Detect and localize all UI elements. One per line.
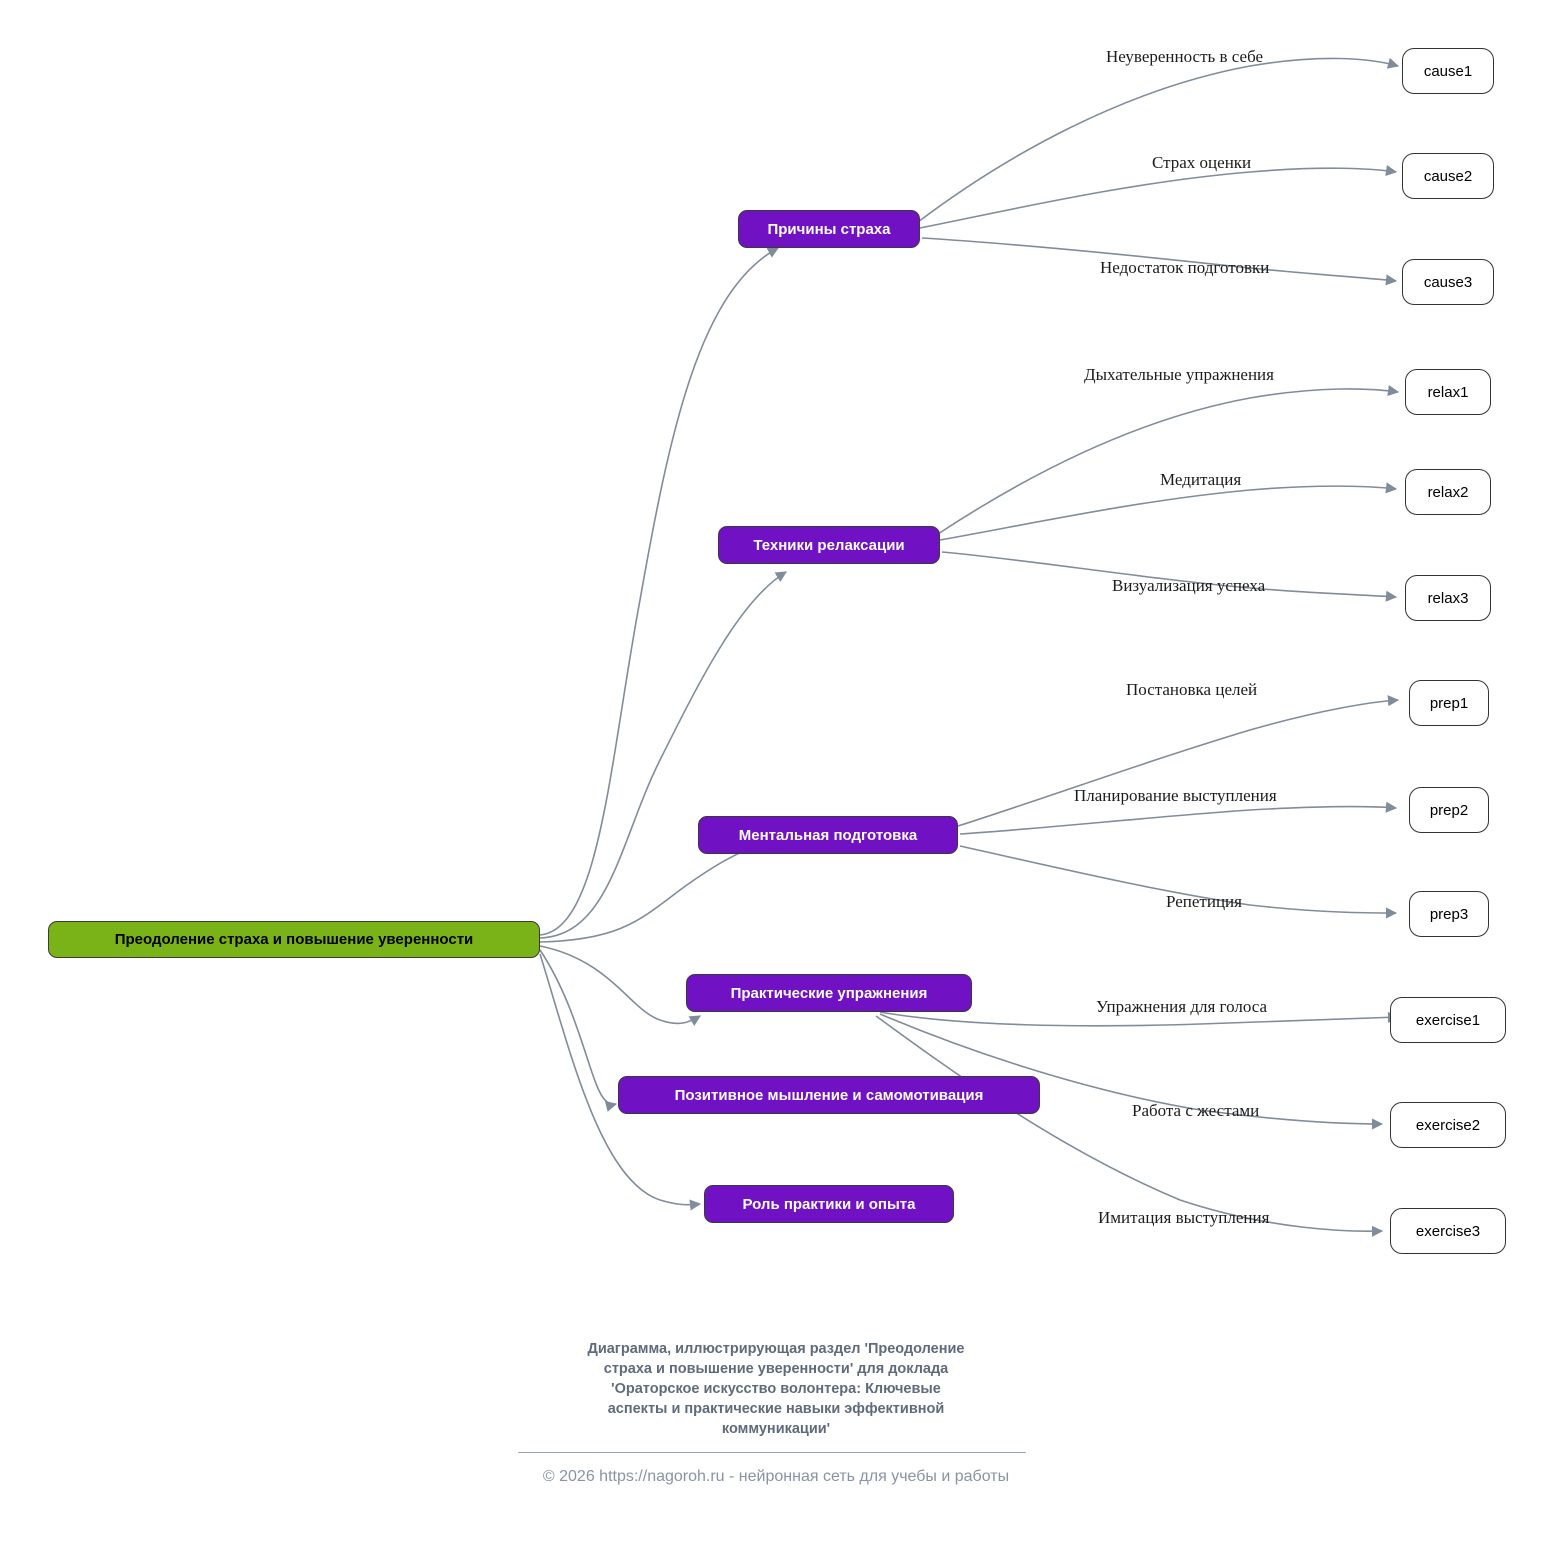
edge-label-prep3 <box>1166 892 1242 912</box>
node-relax[interactable] <box>718 526 940 564</box>
node-prep2[interactable] <box>1409 787 1489 833</box>
node-mental[interactable] <box>698 816 958 854</box>
caption-line-3 <box>0 1380 1552 1400</box>
node-exercise3-label: exercise3 <box>1415 1222 1481 1240</box>
node-exercise1[interactable] <box>1390 997 1506 1043</box>
node-exercise1-label: exercise1 <box>1415 1011 1481 1029</box>
edge-label-cause1-text: Неуверенность в себе <box>1106 47 1264 66</box>
node-positive-label: Позитивное мышление и самомотивация <box>674 1086 984 1104</box>
node-causes[interactable] <box>738 210 920 248</box>
edge-label-prep1 <box>1126 680 1257 700</box>
caption-line-4 <box>0 1400 1552 1420</box>
edge-label-cause2 <box>1152 153 1251 173</box>
footer-label: © 2026 https://nagoroh.ru - нейронная сеть для учебы и работы <box>542 1468 1010 1485</box>
edge-label-prep1-text: Постановка целей <box>1126 680 1258 699</box>
node-positive[interactable] <box>618 1076 1040 1114</box>
node-prep2-label: prep2 <box>1429 801 1469 819</box>
edge-label-relax1 <box>1084 365 1274 385</box>
caption-line-1 <box>0 1340 1552 1360</box>
edge-label-exercise1-text: Упражнения для голоса <box>1096 997 1268 1016</box>
node-relax-label: Техники релаксации <box>753 536 905 554</box>
edge-label-exercise1 <box>1096 997 1267 1017</box>
node-causes-label: Причины страха <box>767 220 891 238</box>
edge-label-relax3 <box>1112 576 1265 596</box>
node-cause3-label: cause3 <box>1423 273 1473 291</box>
edge-label-exercise3 <box>1098 1208 1269 1228</box>
node-cause3[interactable] <box>1402 259 1494 305</box>
node-relax3-label: relax3 <box>1427 589 1469 607</box>
edge-label-prep2-text: Планирование выступления <box>1074 786 1277 805</box>
node-relax3[interactable] <box>1405 575 1491 621</box>
node-cause1-label: cause1 <box>1423 62 1473 80</box>
node-practice[interactable] <box>686 974 972 1012</box>
node-prep3[interactable] <box>1409 891 1489 937</box>
node-exercise3[interactable] <box>1390 1208 1506 1254</box>
node-prep1[interactable] <box>1409 680 1489 726</box>
caption-line-1-text: Диаграмма, иллюстрирующая раздел 'Преодоление <box>587 1341 965 1357</box>
node-root[interactable] <box>48 921 540 958</box>
node-exercise2-label: exercise2 <box>1415 1116 1481 1134</box>
node-experience-label: Роль практики и опыта <box>742 1195 916 1213</box>
caption-divider <box>518 1452 1026 1453</box>
node-prep1-label: prep1 <box>1429 694 1469 712</box>
node-cause2-label: cause2 <box>1423 167 1473 185</box>
node-relax1[interactable] <box>1405 369 1491 415</box>
edge-label-cause3 <box>1100 258 1269 278</box>
node-exercise2[interactable] <box>1390 1102 1506 1148</box>
node-relax2-label: relax2 <box>1427 483 1469 501</box>
node-prep3-label: prep3 <box>1429 905 1469 923</box>
caption-line-2 <box>0 1360 1552 1380</box>
edge-label-prep3-text: Репетиция <box>1166 892 1242 911</box>
caption-line-2-text: страха и повышение уверенности' для доклада <box>603 1361 949 1377</box>
caption-line-5-text: коммуникации' <box>721 1421 831 1437</box>
caption-line-5 <box>0 1420 1552 1440</box>
caption-line-3-text: 'Ораторское искусство волонтера: Ключевые <box>611 1381 941 1397</box>
node-cause1[interactable] <box>1402 48 1494 94</box>
edge-label-relax2 <box>1160 470 1241 490</box>
node-root-label: Преодоление страха и повышение уверенности <box>114 931 474 948</box>
footer-text <box>0 1468 1552 1486</box>
edge-label-relax2-text: Медитация <box>1160 470 1242 489</box>
edge-label-exercise2-text: Работа с жестами <box>1132 1101 1260 1120</box>
node-experience[interactable] <box>704 1185 954 1223</box>
node-mental-label: Ментальная подготовка <box>738 826 918 844</box>
edge-label-exercise2 <box>1132 1101 1259 1121</box>
edge-label-cause3-text: Недостаток подготовки <box>1100 258 1270 277</box>
node-relax1-label: relax1 <box>1427 383 1469 401</box>
edge-label-cause1 <box>1106 47 1263 67</box>
edge-label-prep2 <box>1074 786 1277 806</box>
edge-label-exercise3-text: Имитация выступления <box>1098 1208 1270 1227</box>
caption-line-4-text: аспекты и практические навыки эффективной <box>607 1401 945 1417</box>
edge-label-cause2-text: Страх оценки <box>1152 153 1252 172</box>
node-relax2[interactable] <box>1405 469 1491 515</box>
node-cause2[interactable] <box>1402 153 1494 199</box>
edge-label-relax3-text: Визуализация успеха <box>1112 576 1266 595</box>
node-practice-label: Практические упражнения <box>730 984 928 1002</box>
edge-label-relax1-text: Дыхательные упражнения <box>1084 365 1274 384</box>
